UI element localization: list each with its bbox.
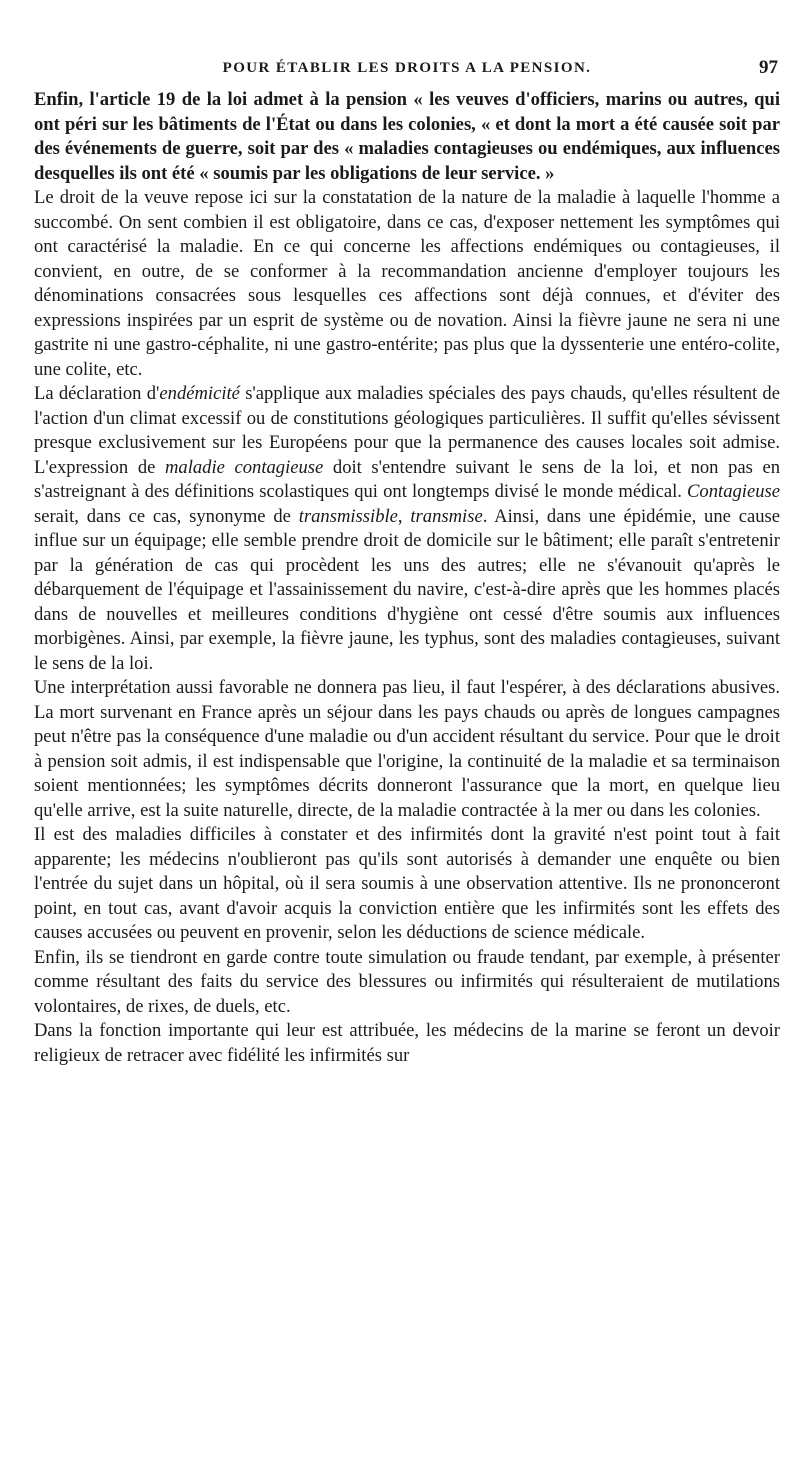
paragraph (34, 676, 780, 823)
text-segment: Il est des maladies difficiles à constater et des infirmités dont la gravité n'est point tout à fait apparente; les médecins n'oublieront pas qu'ils sont autorisés à demander une enquête ou bien l'entrée du sujet dans un hôpital, où il sera soumis à une observation attentive. Ils ne prononceront point, en tout cas, avant d'avoir acquis la conviction entière que les infirmités sont les effets des causes accusées ou peuvent en provenir, selon les déductions de science médicale. (34, 824, 780, 943)
text-segment: La déclaration d' (34, 383, 160, 404)
page-header (34, 0, 780, 88)
italic-term: maladie contagieuse (164, 456, 324, 478)
italic-term: transmise (410, 505, 483, 527)
text-segment: doit s'entendre suivant le sens de la loi, et non pas en s'astreignant à des définitions scolastiques qui ont longtemps divisé le monde médical. (34, 456, 781, 502)
text-segment: . Ainsi, dans une épidémie, une cause influe sur un équipage; elle semble prendre droit de domicile sur le bâtiment; elle paraît s'entretenir par la génération de cas qui procèdent les uns des autres; elle ne s'évanouit qu'après le débarquement de l'équipage et l'assainissement du navire, c'est-à-dire après que les hommes placés dans de nouvelles et meilleures conditions d'hygiène ont cessé d'être soumis aux influences morbigènes. Ainsi, par exemple, la fièvre jaune, les typhus, sont des maladies contagieuses, suivant le sens de la loi. (34, 505, 780, 674)
text-segment: Enfin, ils se tiendront en garde contre toute simulation ou fraude tendant, par exemple, à présenter comme résultant des faits du service des blessures ou infirmités qui résulteraient de mutilations volontaires, de rixes, de duels, etc. (34, 946, 780, 1017)
text-segment: serait, dans ce cas, synonyme de (34, 505, 299, 527)
italic-term: Contagieuse (687, 481, 780, 502)
text-segment: Le droit de la veuve repose ici sur la constatation de la nature de la maladie à laquelle l'homme a succombé. On sent combien il est obligatoire, dans ce cas, d'exposer nettement les symptômes qui ont caractérisé la maladie. En ce qui concerne les affections endémiques ou contagieuses, il convient, en outre, de se conformer à la recommandation ancienne d'employer toujours les dénominations consacrées sous lesquelles ces affections sont déjà connues, et d'éviter des expressions inspirées par un esprit de système ou de novation. Ainsi la fièvre jaune ne sera ni une gastrite ni une gastro-céphalite, ni une gastro-entérite; pas plus que la dyssenterie une entéro-colite, une colite, etc. (34, 187, 780, 380)
paragraph (34, 382, 780, 676)
paragraph (34, 88, 780, 186)
text-segment: Une interprétation aussi favorable ne donnera pas lieu, il faut l'espérer, à des déclarations abusives. La mort survenant en France après un séjour dans les pays chauds ou après de longues campagnes peut n'être pas la conséquence d'une maladie ou d'un accident résultant du service. Pour que le droit à pension soit admis, il est indispensable que l'origine, la continuité de la maladie et sa terminaison soient mentionnées; les symptômes décrits donneront l'assurance que la mort, en quelque lieu qu'elle arrive, est la suite naturelle, directe, de la maladie contractée à la mer ou dans les colonies. (34, 677, 780, 821)
paragraph (34, 823, 780, 946)
running-title: POUR ÉTABLIR LES DROITS A LA PENSION. (222, 60, 592, 76)
text-segment: s'applique aux maladies spéciales des pays chauds, qu'elles résultent de l'action d'un climat excessif ou de constitutions géologiques particulières. Il suffit qu'elles sévissent presque exclusivement sur les Européens pour que la permanence des causes locales soit admise. L'expression de (34, 383, 780, 478)
paragraph (34, 186, 780, 382)
paragraph (34, 1019, 780, 1068)
text-segment: Dans la fonction importante qui leur est attribuée, les médecins de la marine se feront un devoir religieux de retracer avec fidélité les infirmités sur (34, 1020, 780, 1066)
italic-term: endémicité (159, 383, 240, 404)
text-segment: , (397, 505, 411, 527)
paragraph (34, 946, 780, 1020)
italic-term: transmissible (298, 505, 398, 527)
text-segment: Enfin, l'article 19 de la loi admet à la pension « les veuves d'officiers, marins ou autres, qui ont péri sur les bâtiments de l'État ou dans les colonies, « et dont la mort a été causée soit par des événements de guerre, soit par des « maladies contagieuses ou endémiques, aux influences desquelles ils ont été « soumis par les obligations de leur service. » (34, 89, 780, 184)
body-text (34, 88, 780, 1068)
page-number: 97 (759, 57, 778, 78)
